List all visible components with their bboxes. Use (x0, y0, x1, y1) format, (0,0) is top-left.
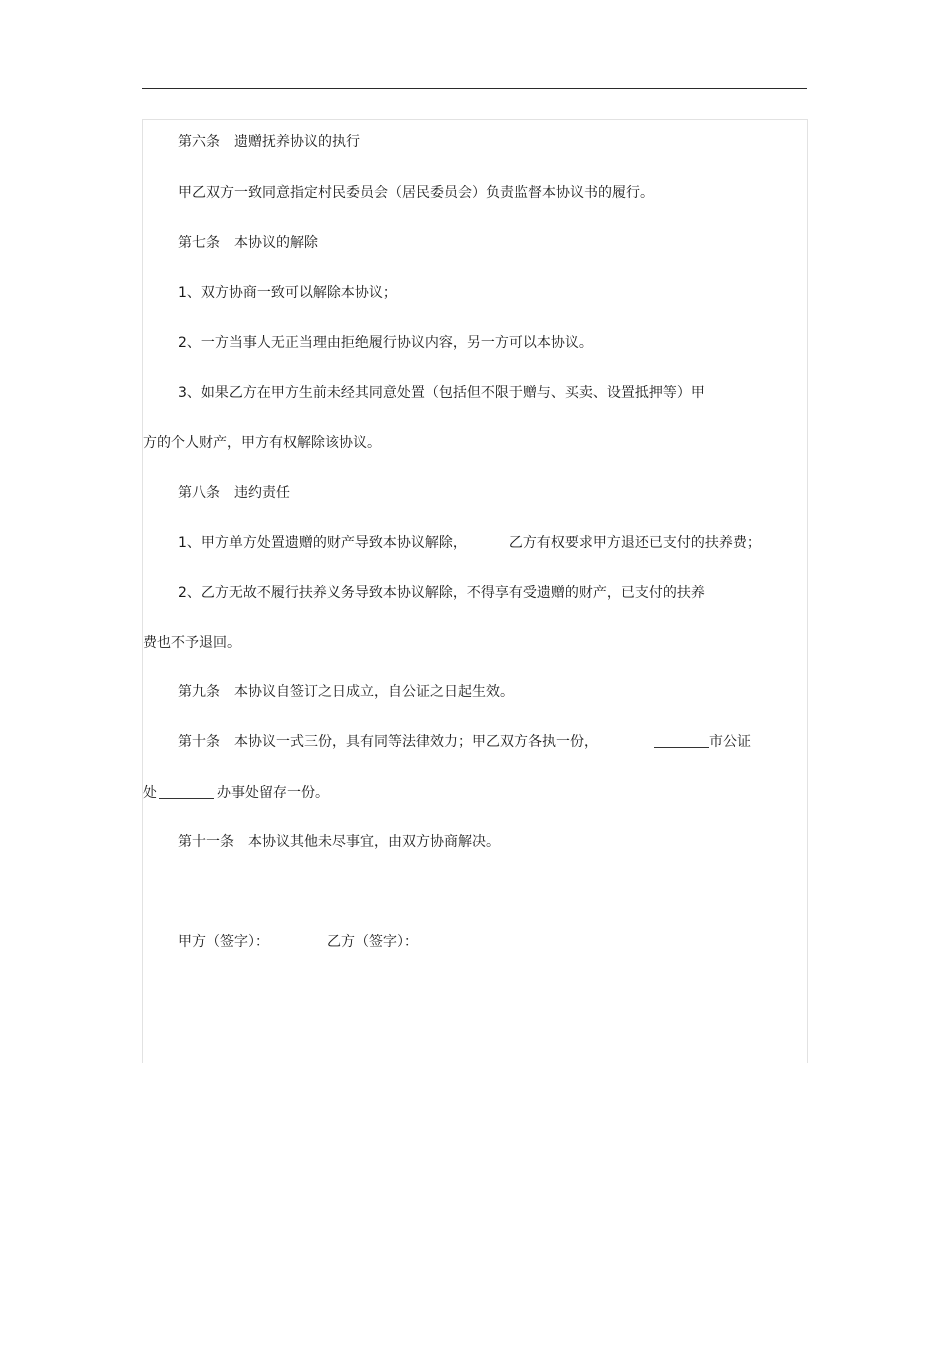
article-10-line-2 (143, 784, 329, 802)
article-7-item-3-line-2: 方的个人财产，甲方有权解除该协议。 (143, 435, 381, 451)
article-7-item-1: 1、双方协商一致可以解除本协议； (178, 285, 397, 301)
signature-line (178, 933, 418, 951)
article-11: 第十一条 本协议其他未尽事宜，由双方协商解决。 (178, 834, 500, 850)
article-8-item-2-line-1: 2、乙方无故不履行扶养义务导致本协议解除，不得享有受遗赠的财产，已支付的扶养 (178, 585, 705, 601)
article-8-item-1-part-b: 乙方有权要求甲方退还已支付的扶养费； (508, 535, 761, 551)
article-8-title: 第八条 违约责任 (178, 485, 290, 501)
party-b-signature-label: 乙方（签字）： (327, 934, 418, 950)
article-7-title: 第七条 本协议的解除 (178, 235, 318, 251)
city-blank (654, 733, 709, 748)
article-10-part-a: 第十条 本协议一式三份，具有同等法律效力；甲乙双方各执一份， (178, 734, 598, 750)
article-10-line-1 (178, 733, 751, 751)
article-8-item-1-part-a: 1、甲方单方处置遗赠的财产导致本协议解除， (178, 535, 467, 551)
article-10-part-d: 办事处留存一份。 (217, 785, 329, 801)
article-6-body: 甲乙双方一致同意指定村民委员会（居民委员会）负责监督本协议书的履行。 (178, 185, 654, 201)
article-10-part-c: 处 (143, 785, 157, 801)
header-rule (142, 88, 807, 89)
article-8-item-2-line-2: 费也不予退回。 (143, 635, 241, 651)
article-9: 第九条 本协议自签订之日成立，自公证之日起生效。 (178, 684, 514, 700)
party-a-signature-label: 甲方（签字）： (178, 934, 269, 950)
article-10-part-b: 市公证 (709, 734, 751, 750)
office-blank (159, 784, 214, 799)
article-6-title: 第六条 遗赠抚养协议的执行 (178, 134, 360, 150)
article-7-item-2: 2、一方当事人无正当理由拒绝履行协议内容，另一方可以本协议。 (178, 335, 593, 351)
article-7-item-3-line-1: 3、如果乙方在甲方生前未经其同意处置（包括但不限于赠与、买卖、设置抵押等）甲 (178, 385, 705, 401)
article-8-item-1 (178, 534, 761, 552)
